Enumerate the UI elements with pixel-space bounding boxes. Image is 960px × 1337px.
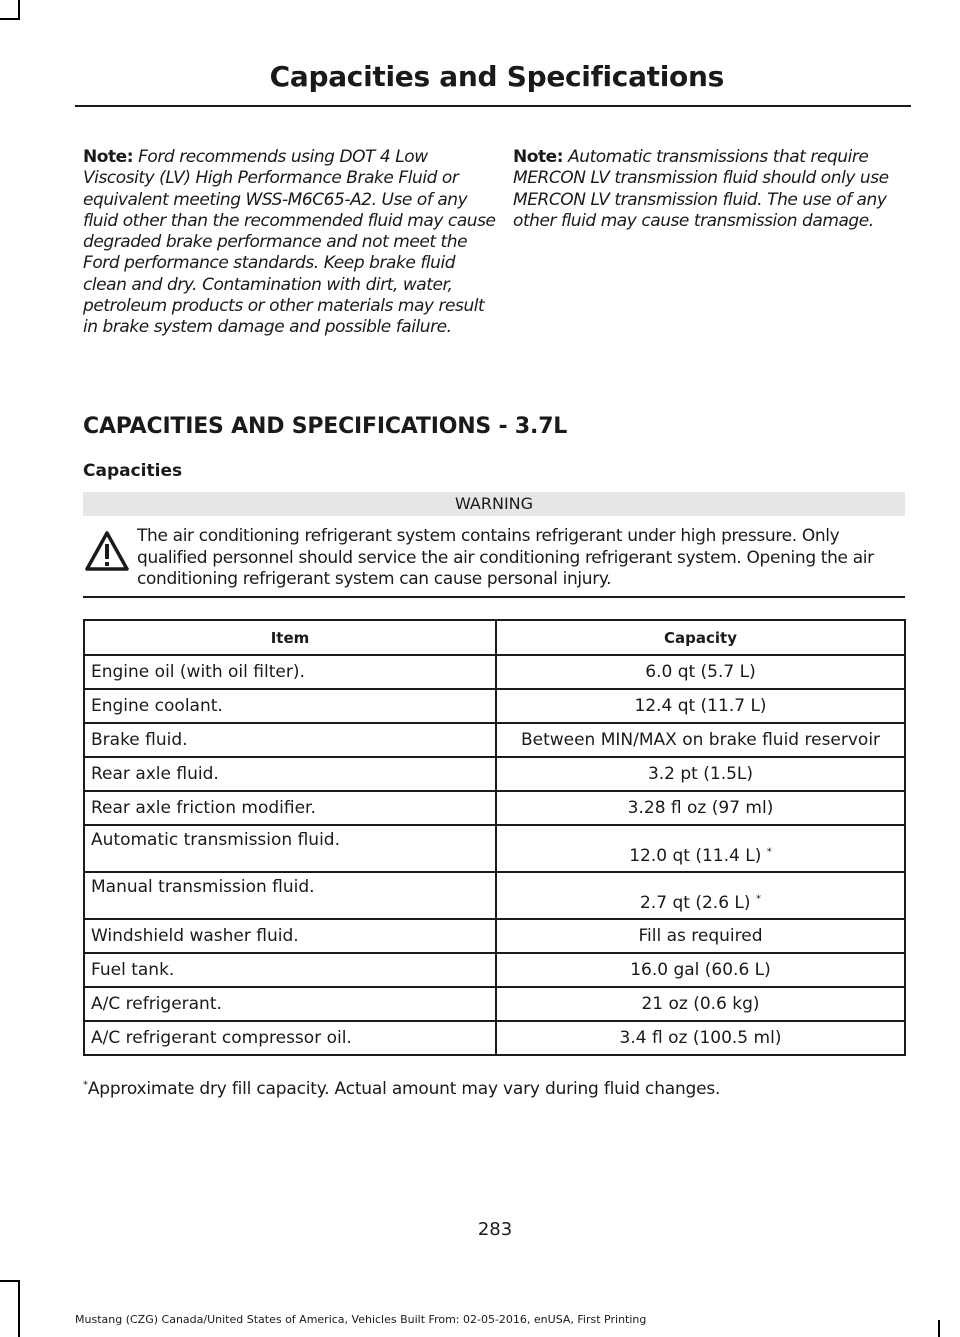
page-header-title: Capacities and Specifications [269, 60, 724, 93]
footnote [83, 1079, 720, 1099]
page-number: 283 [477, 1219, 513, 1240]
capacity-value: 12.0 qt (11.4 L) [629, 846, 767, 866]
capacity-value: 3.2 pt (1.5L) [647, 764, 754, 784]
capacity-cell [496, 825, 905, 872]
note-transmission-fluid [513, 147, 908, 232]
header-divider [75, 105, 911, 107]
capacity-cell [496, 919, 905, 953]
footnote-reference: * [755, 893, 761, 905]
capacity-value: 16.0 gal (60.6 L) [630, 960, 771, 980]
warning-divider [83, 596, 905, 598]
table-row [84, 757, 905, 791]
capacity-value: 2.7 qt (2.6 L) [640, 893, 756, 913]
crop-mark-bottom-left-h [0, 1280, 20, 1282]
capacity-cell [496, 1021, 905, 1055]
column-header-item: Item [84, 620, 496, 655]
item-cell: Brake fluid. [84, 723, 496, 757]
capacity-value: Fill as required [638, 926, 763, 946]
item-cell: Engine oil (with oil filter). [84, 655, 496, 689]
note-text: Ford recommends using DOT 4 Low Viscosity (LV) High Performance Brake Fluid or equivalent meeting WSS-M6C65-A2. Use of any fluid other than the recommended fluid may cause degraded brake performance and not meet the Ford performance standards. Keep brake fluid clean and dry. Contamination with dirt, water, petroleum products or other materials may result in brake system damage and possible failure. [83, 147, 496, 338]
capacity-cell [496, 987, 905, 1021]
table-row [84, 825, 905, 872]
warning-triangle-icon [84, 530, 130, 574]
capacity-cell [496, 757, 905, 791]
note-brake-fluid [83, 147, 503, 339]
capacity-value: 21 oz (0.6 kg) [641, 994, 760, 1014]
capacity-cell [496, 791, 905, 825]
footnote-reference: * [766, 846, 772, 858]
note-label: Note: [513, 147, 564, 167]
table-body [84, 655, 905, 1055]
item-cell: Windshield washer fluid. [84, 919, 496, 953]
capacity-cell [496, 655, 905, 689]
table-header-row [84, 620, 905, 655]
crop-mark-bottom-right-v [938, 1320, 940, 1337]
footnote-mark: * [83, 1079, 88, 1091]
item-cell: A/C refrigerant. [84, 987, 496, 1021]
capacity-cell [496, 872, 905, 919]
capacity-value: 3.4 fl oz (100.5 ml) [619, 1028, 782, 1048]
table-row [84, 723, 905, 757]
item-cell: Rear axle fluid. [84, 757, 496, 791]
crop-mark-top-left-h [0, 18, 20, 20]
capacities-table [83, 619, 906, 1056]
footnote-text: Approximate dry fill capacity. Actual amount may vary during fluid changes. [87, 1079, 721, 1099]
item-cell: Automatic transmission fluid. [84, 825, 496, 872]
table-row [84, 872, 905, 919]
capacity-value: 3.28 fl oz (97 ml) [627, 798, 774, 818]
item-cell: Fuel tank. [84, 953, 496, 987]
capacity-cell [496, 723, 905, 757]
capacity-value: 12.4 qt (11.7 L) [634, 696, 767, 716]
table-row [84, 1021, 905, 1055]
note-label: Note: [83, 147, 134, 167]
crop-mark-top-left-v [18, 0, 20, 20]
warning-heading: WARNING [83, 492, 905, 516]
capacity-value: Between MIN/MAX on brake fluid reservoir [520, 730, 881, 750]
item-cell: Rear axle friction modifier. [84, 791, 496, 825]
table-row [84, 953, 905, 987]
note-text: Automatic transmissions that require MERCON LV transmission fluid should only use MERCON LV transmission fluid. The use of any other fluid may cause transmission damage. [513, 147, 889, 231]
document-footer: Mustang (CZG) Canada/United States of America, Vehicles Built From: 02-05-2016, enUSA, First Printing [75, 1313, 647, 1326]
warning-text: The air conditioning refrigerant system contains refrigerant under high pressure. Only qualified personnel should service the air conditioning refrigerant system. Opening the air conditioning refrigerant system can cause personal injury. [137, 526, 874, 589]
item-cell: Engine coolant. [84, 689, 496, 723]
capacity-cell [496, 953, 905, 987]
capacity-cell [496, 689, 905, 723]
item-cell: A/C refrigerant compressor oil. [84, 1021, 496, 1055]
table-row [84, 655, 905, 689]
table-row [84, 919, 905, 953]
column-header-capacity: Capacity [496, 620, 905, 655]
item-cell: Manual transmission fluid. [84, 872, 496, 919]
table-row [84, 791, 905, 825]
capacity-value: 6.0 qt (5.7 L) [645, 662, 756, 682]
table-row [84, 987, 905, 1021]
section-title: CAPACITIES AND SPECIFICATIONS - 3.7L [83, 414, 568, 439]
table-row [84, 689, 905, 723]
crop-mark-bottom-left-v [18, 1280, 20, 1337]
subsection-title: Capacities [83, 461, 183, 481]
